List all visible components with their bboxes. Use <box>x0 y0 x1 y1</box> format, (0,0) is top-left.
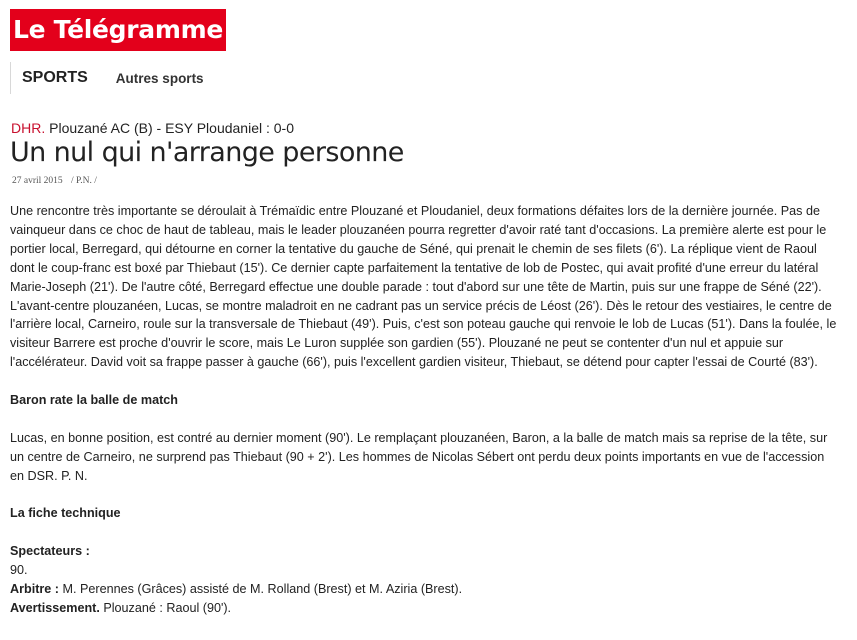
article-author: / P.N. / <box>71 176 97 186</box>
warning-line <box>10 599 840 618</box>
spectators-line <box>10 542 840 561</box>
spectators-value: 90. <box>10 563 28 578</box>
article-category: DHR. <box>11 120 46 136</box>
referee-label: Arbitre : <box>10 582 59 597</box>
article-kicker <box>11 120 294 136</box>
article-subheading: Baron rate la balle de match <box>10 393 178 408</box>
site-logo[interactable]: Le Télégramme <box>10 9 226 51</box>
article-subheading: La fiche technique <box>10 506 121 521</box>
nav-item-autres-sports[interactable]: Autres sports <box>115 70 204 86</box>
section-nav <box>10 62 204 94</box>
nav-item-sports[interactable]: SPORTS <box>22 69 88 86</box>
spectators-label: Spectateurs : <box>10 544 90 559</box>
referee-value: M. Perennes (Grâces) assisté de M. Rolland (Brest) et M. Aziria (Brest). <box>58 582 463 597</box>
article-meta <box>12 176 97 186</box>
article-paragraph: Lucas, en bonne position, est contré au dernier moment (90'). Le remplaçant plouzanéen, Baron, a la balle de match mais sa reprise de la tête, sur un centre de Carneiro, ne surprend pas Thiebaut (90 + 2'). Les hommes de Nicolas Sébert ont perdu deux points importants en vue de l'accession en DSR. P. N. <box>10 430 828 483</box>
article-body <box>10 202 840 618</box>
referee-line <box>10 580 840 599</box>
match-score: Plouzané AC (B) - ESY Ploudaniel : 0-0 <box>49 120 295 136</box>
article-paragraph: Une rencontre très importante se déroulait à Trémaïdic entre Plouzané et Ploudaniel, deux formations défaites lors de la dernière journée. Pas de vainqueur dans ce choc de haut de tableau, mais le leader plouzanéen pourra regretter d'avoir raté tant d'occasions. La première alerte est pour le portier local, Berregard, qui détourne en corner la tentative du gauche de Séné, qui prenait le chemin de ses filets (6'). La réplique vient de Raoul dont le coup-franc est boxé par Thiebaut (15'). Ce dernier capte parfaitement la tentative de lob de Postec, qui avait profité d'une erreur du latéral Marie-Joseph (21'). De l'autre côté, Berregard effectue une double parade : tout d'abord sur une tête de Martin, puis sur une frappe de Séné (22'). L'avant-centre plouzanéen, Lucas, se montre maladroit en ne cadrant pas un service précis de Léost (26'). Dès le retour des vestiaires, le centre de l'arrière local, Carneiro, roule sur la transversale de Thiebaut (49'). Puis, c'est son poteau gauche qui renvoie le lob de Lucas (51'). Dans la foulée, le visiteur Barrere est proche d'ouvrir le score, mais Le Luron supplée son gardien (55'). Plouzané ne peut se contenter d'un nul et appuie sur l'accélérateur. David voit sa frappe passer à gauche (66'), puis l'excellent gardien visiteur, Thiebaut, se détend pour capter l'essai de Courté (83'). <box>10 204 837 370</box>
article-title: Un nul qui n'arrange personne <box>10 137 404 168</box>
warning-value: Plouzané : Raoul (90'). <box>99 600 232 615</box>
article-date: 27 avril 2015 <box>12 176 63 186</box>
warning-label: Avertissement. <box>10 600 100 615</box>
